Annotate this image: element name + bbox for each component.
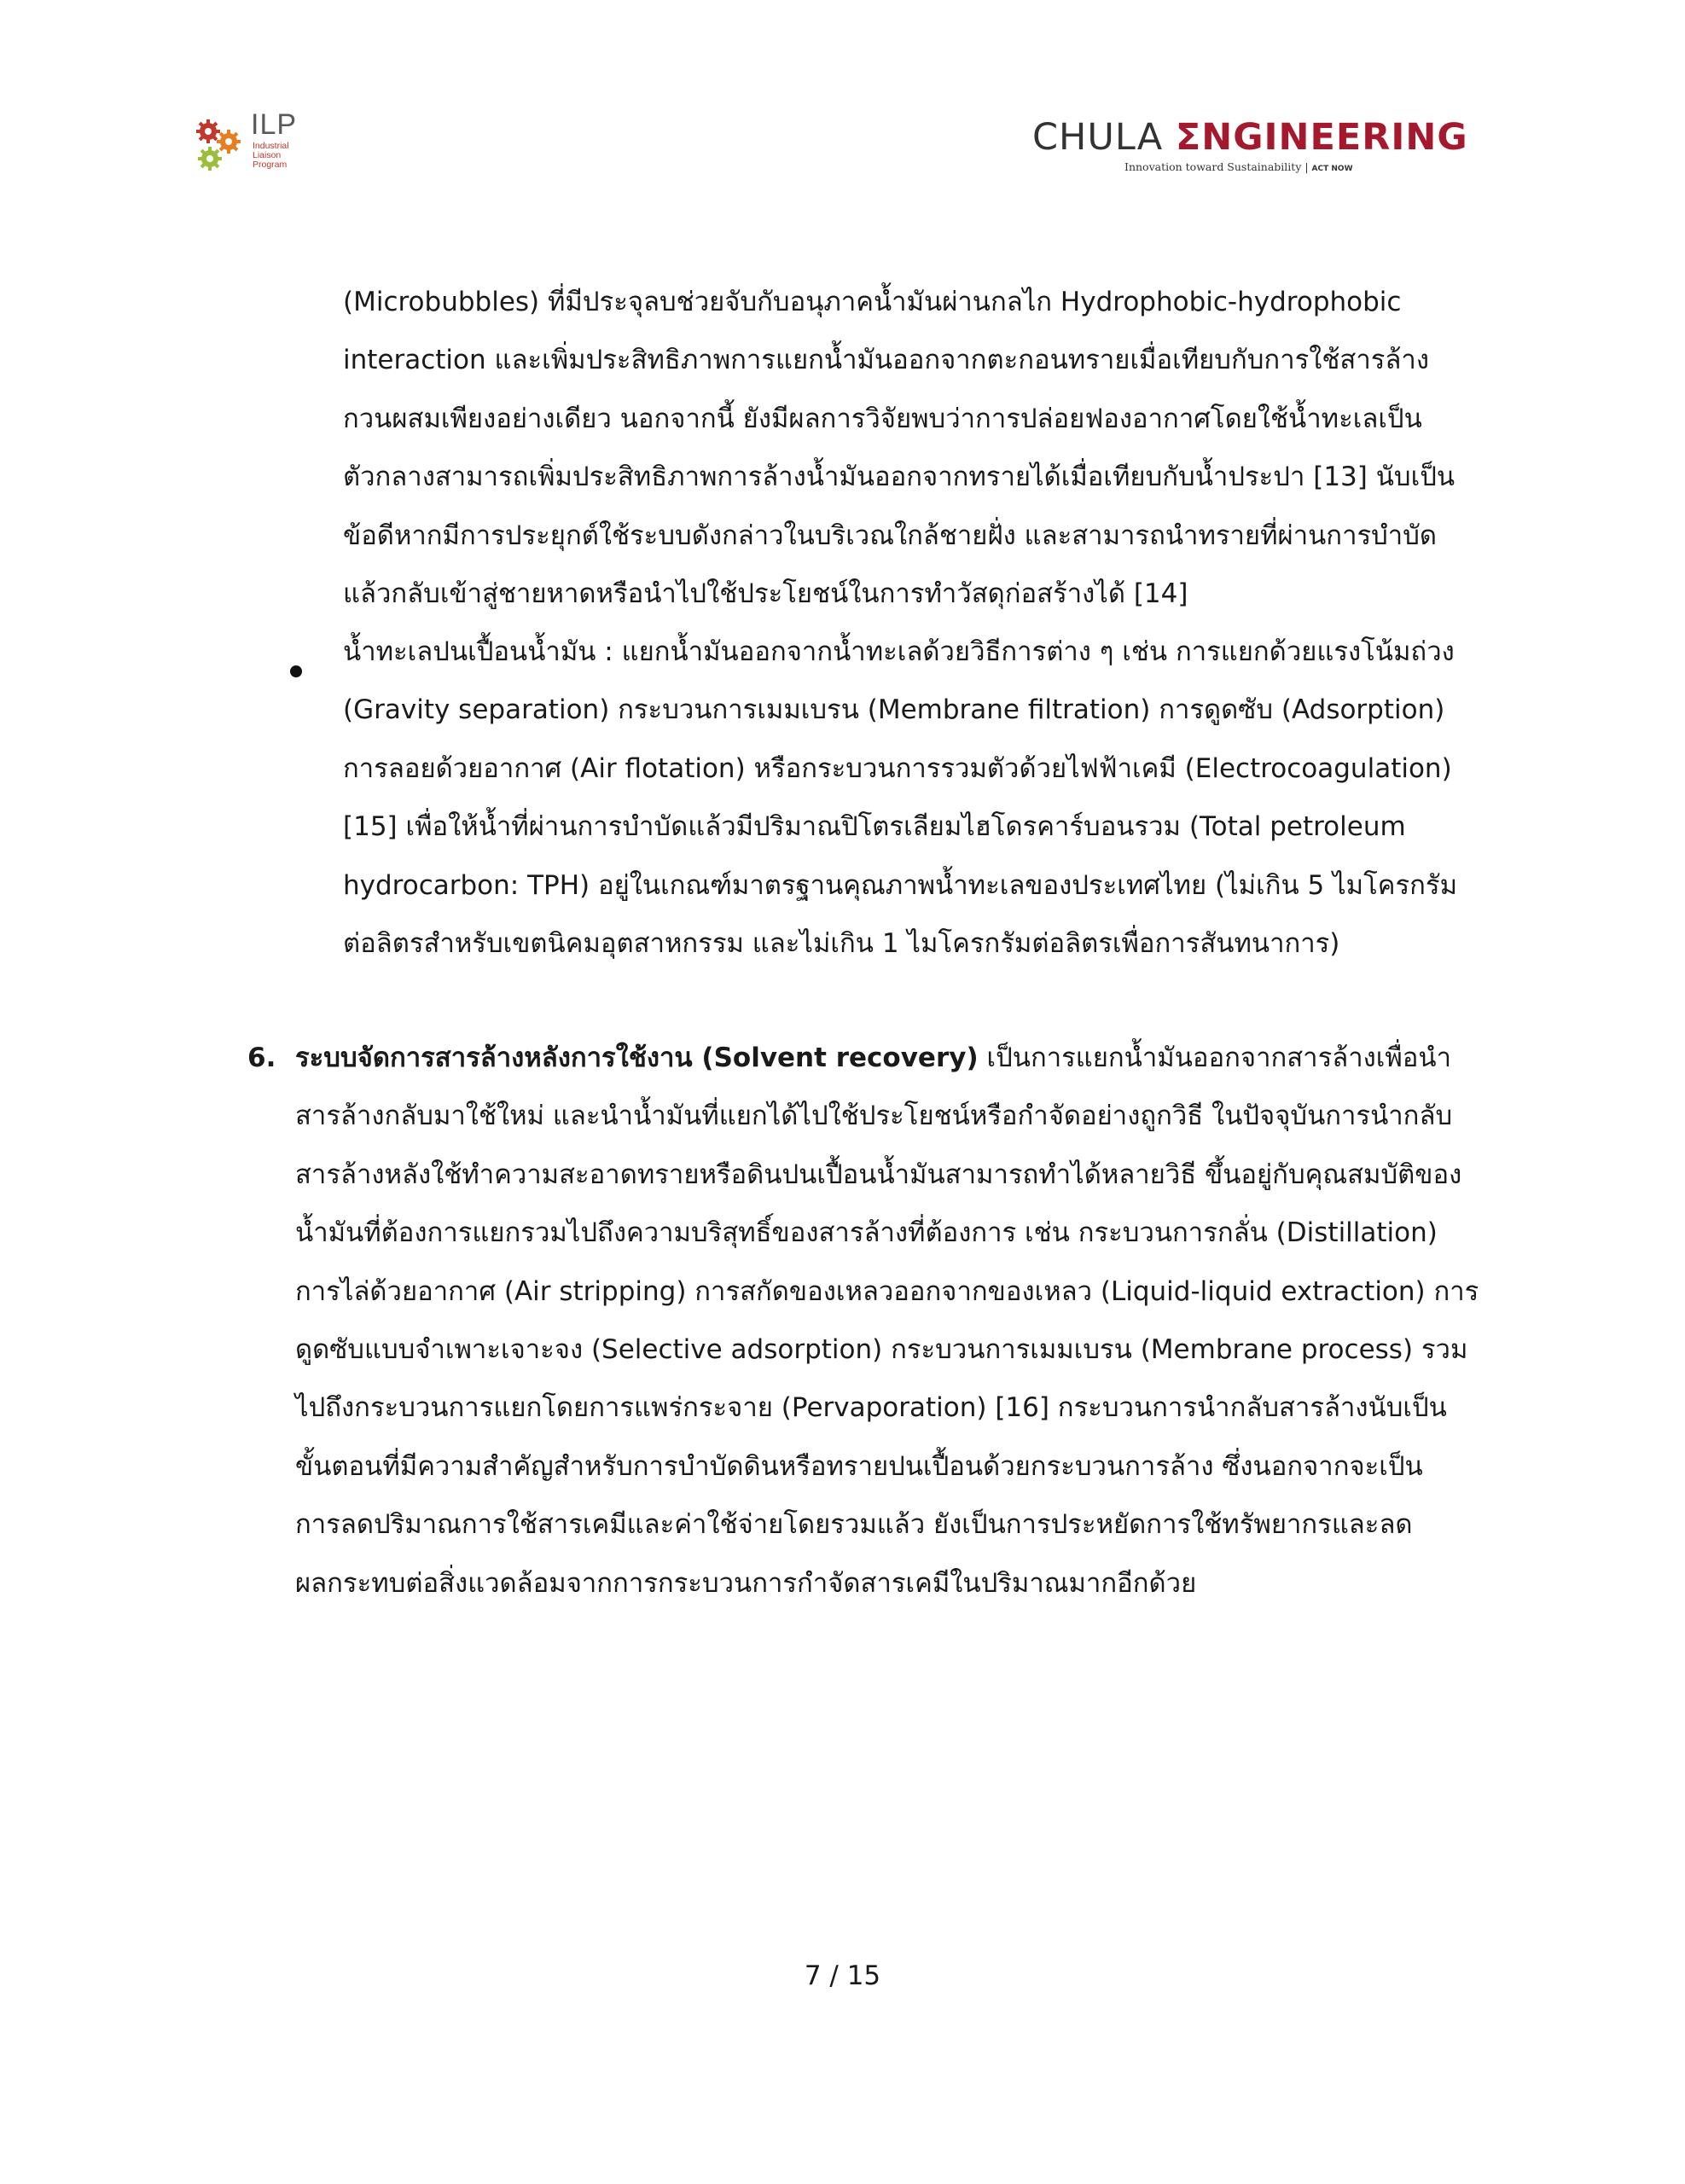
text-line: ข้อดีหากมีการประยุกต์ใช้ระบบดังกล่าวในบริเวณใกล้ชายฝั่ง และสามารถนำทรายที่ผ่านการบำบัด <box>343 520 1438 551</box>
section6-paragraph <box>295 1029 1479 1612</box>
text-line: น้ำทะเลปนเปื้อนน้ำมัน : แยกน้ำมันออกจากน้ำทะเลด้วยวิธีการต่าง ๆ เช่น การแยกด้วยแรงโน้มถ่วง <box>343 636 1455 667</box>
bullet-dot-icon <box>290 665 302 677</box>
text-line: ตัวกลางสามารถเพิ่มประสิทธิภาพการล้างน้ำมันออกจากทรายได้เมื่อเทียบกับน้ำประปา [13] นับเป็น <box>343 462 1455 493</box>
text-line: hydrocarbon: TPH) อยู่ในเกณฑ์มาตรฐานคุณภาพน้ำทะเลของประเทศไทย (ไม่เกิน 5 ไมโครกรัม <box>343 869 1458 901</box>
text-line: (Microbubbles) ที่มีประจุลบช่วยจับกับอนุภาคน้ำมันผ่านกลไก Hydrophobic-hydrophobic <box>343 287 1402 317</box>
bullet-paragraph <box>343 623 1457 973</box>
text-line: แล้วกลับเข้าสู่ชายหาดหรือนำไปใช้ประโยชน์ในการทำวัสดุก่อสร้างได้ [14] <box>343 578 1188 609</box>
ilp-title: ILP <box>251 108 298 141</box>
text-line: [15] เพื่อให้น้ำที่ผ่านการบำบัดแล้วมีปริมาณปิโตรเลียมไฮโดรคาร์บอนรวม (Total petroleum <box>343 811 1406 843</box>
chula-engineering-logo <box>1032 116 1476 176</box>
section-heading-line: ระบบจัดการสารล้างหลังการใช้งาน (Solvent recovery) เป็นการแยกน้ำมันออกจากสารล้างเพื่อนำ <box>295 1043 1452 1073</box>
text-line: ต่อลิตรสำหรับเขตนิคมอุตสาหกรรม และไม่เกิน 1 ไมโครกรัมต่อลิตรเพื่อการสันทนาการ) <box>343 927 1340 959</box>
text-line: การลอยด้วยอากาศ (Air flotation) หรือกระบวนการรวมตัวด้วยไฟฟ้าเคมี (Electrocoagulation) <box>343 752 1452 784</box>
text-line: การลดปริมาณการใช้สารเคมีและค่าใช้จ่ายโดยรวมแล้ว ยังเป็นการประหยัดการใช้ทรัพยากรและลด <box>295 1509 1413 1541</box>
chula-wordmark: CHULA ΣNGINEERING <box>1032 116 1468 159</box>
text-line: ดูดซับแบบจำเพาะเจาะจง (Selective adsorption) กระบวนการเมมเบรน (Membrane process) รวม <box>295 1333 1468 1365</box>
section-number: 6. <box>247 1043 276 1073</box>
page-number: 7 / 15 <box>804 1960 881 1991</box>
text-line: ผลกระทบต่อสิ่งแวดล้อมจากการกระบวนการกำจัดสารเคมีในปริมาณมากอีกด้วย <box>295 1567 1197 1599</box>
text-line: น้ำมันที่ต้องการแยกรวมไปถึงความบริสุทธิ์ของสารล้างที่ต้องการ เช่น กระบวนการกลั่น (Distillation) <box>295 1217 1438 1249</box>
text-line: การไล่ด้วยอากาศ (Air stripping) การสกัดของเหลวออกจากของเหลว (Liquid-liquid extraction) การ <box>295 1275 1479 1307</box>
gears-icon <box>195 116 247 176</box>
text-line: สารล้างกลับมาใช้ใหม่ และนำน้ำมันที่แยกได้ไปใช้ประโยชน์หรือกำจัดอย่างถูกวิธี ในปัจจุบันการนำกลับ <box>295 1101 1453 1132</box>
text-line: ไปถึงกระบวนการแยกโดยการแพร่กระจาย (Pervaporation) [16] กระบวนการนำกลับสารล้างนับเป็น <box>295 1392 1447 1424</box>
continuation-paragraph <box>343 273 1455 623</box>
text-line: interaction และเพิ่มประสิทธิภาพการแยกน้ำมันออกจากตะกอนทรายเมื่อเทียบกับการใช้สารล้าง <box>343 345 1429 376</box>
ilp-subtitle: Industrial Liaison Program <box>253 141 289 170</box>
text-line: สารล้างหลังใช้ทำความสะอาดทรายหรือดินปนเปื้อนน้ำมันสามารถทำได้หลายวิธี ขึ้นอยู่กับคุณสมบัติของ <box>295 1159 1462 1190</box>
text-line: (Gravity separation) กระบวนการเมมเบรน (Membrane filtration) การดูดซับ (Adsorption) <box>343 694 1445 726</box>
ilp-logo <box>195 109 305 177</box>
text-line: ขั้นตอนที่มีความสำคัญสำหรับการบำบัดดินหรือทรายปนเปื้อนด้วยกระบวนการล้าง ซึ่งนอกจากจะเป็น <box>295 1450 1423 1482</box>
section-heading: ระบบจัดการสารล้างหลังการใช้งาน (Solvent recovery) <box>295 1043 979 1073</box>
chula-tagline: Innovation toward Sustainability | ACT NOW <box>1124 160 1353 173</box>
text-line: กวนผสมเพียงอย่างเดียว นอกจากนี้ ยังมีผลการวิจัยพบว่าการปล่อยฟองอากาศโดยใช้น้ำทะเลเป็น <box>343 403 1422 434</box>
